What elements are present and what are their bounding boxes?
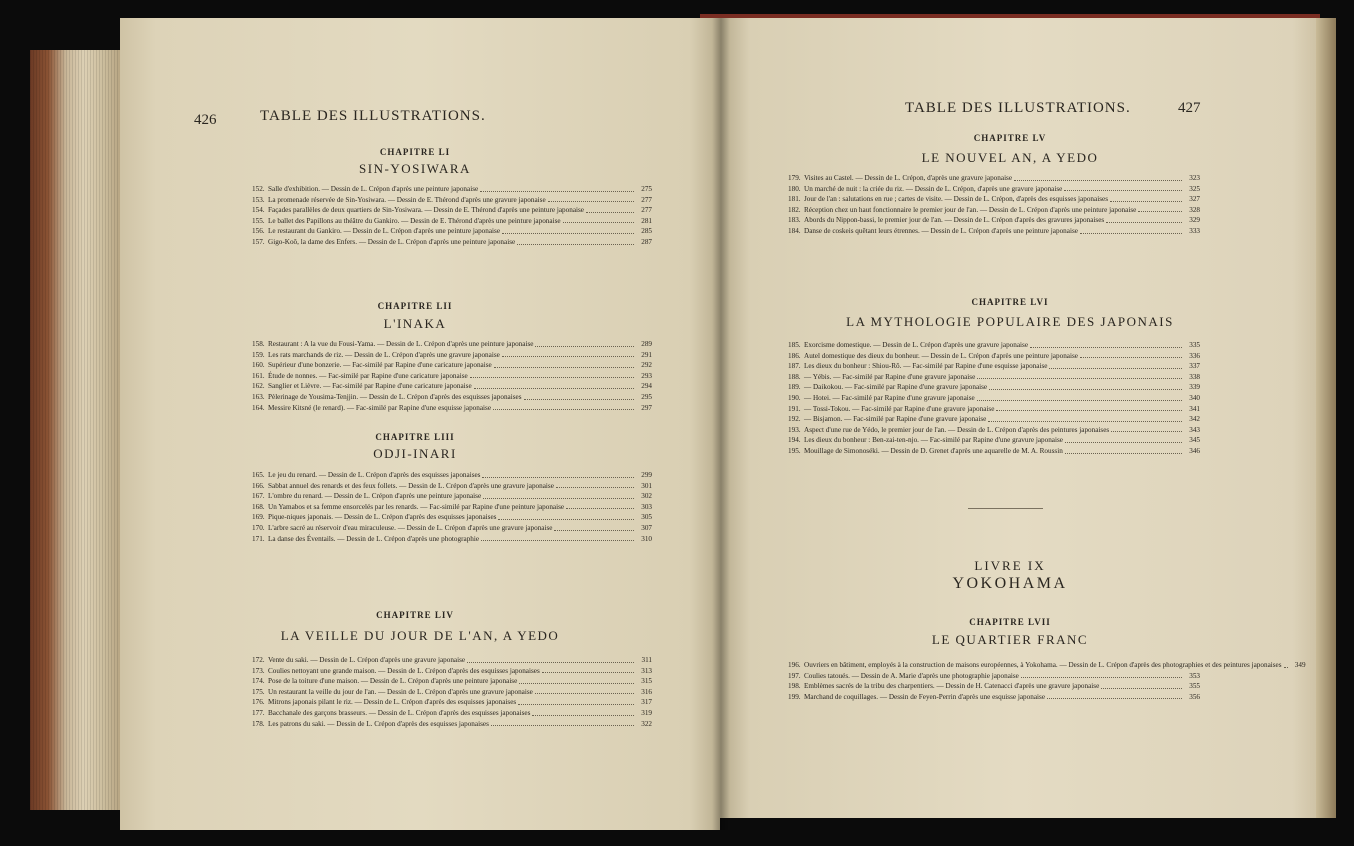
entry-number: 177. <box>252 708 265 717</box>
dot-leader <box>483 498 634 499</box>
dot-leader <box>554 530 634 531</box>
entry-number: 192. <box>788 415 801 424</box>
entry-number: 160. <box>252 361 265 370</box>
dot-leader <box>1138 211 1182 212</box>
dot-leader <box>977 378 1182 379</box>
entry-number: 182. <box>788 205 801 214</box>
chapter-label: CHAPITRE LVII <box>969 617 1051 627</box>
entry-text: Coulies tatoués. — Dessin de A. Marie d'après une photographie japonaise <box>804 671 1019 680</box>
entry-number: 173. <box>252 666 265 675</box>
entry-number: 174. <box>252 677 265 686</box>
dot-leader <box>556 487 634 488</box>
entry-text: Pose de la toiture d'une maison. — Dessin de L. Crépon d'après une peinture japonaise <box>268 677 518 686</box>
entry-text: — Hotei. — Fac-similé par Rapine d'une gravure japonaise <box>804 393 975 402</box>
entry-number: 195. <box>788 446 801 455</box>
dot-leader <box>586 212 634 213</box>
toc-entry <box>788 393 1200 404</box>
entry-text: L'arbre sacré au réservoir d'eau miraculeuse. — Dessin de L. Crépon d'après une gravure japonaise <box>268 523 553 532</box>
entry-text: Emblèmes sacrés de la tribu des charpentiers. — Dessin de H. Catenacci d'après une gravure japonaise <box>804 682 1100 691</box>
entry-text: Jour de l'an : salutations en rue ; cartes de visite. — Dessin de L. Crépon, d'après des esquisses japonaises <box>804 195 1108 204</box>
entry-text: — Bisjamon. — Fac-similé par Rapine d'une gravure japonaise <box>804 415 987 424</box>
toc-entry <box>252 666 652 677</box>
entry-number: 175. <box>252 687 265 696</box>
toc-entry <box>252 512 652 523</box>
entry-page: 315 <box>641 677 652 686</box>
chapter-title: L'INAKA <box>383 316 447 331</box>
entry-page: 355 <box>1189 682 1200 691</box>
dot-leader <box>502 233 634 234</box>
toc-entry <box>252 502 652 513</box>
dot-leader <box>1030 347 1182 348</box>
entry-text: Abords du Nippon-bassi, le premier jour de l'an. — Dessin de L. Crépon d'après des gravures japonaises <box>804 216 1105 225</box>
chapter-title: SIN-YOSIWARA <box>359 161 471 176</box>
entry-text: Mitrons japonais pilant le riz. — Dessin de L. Crépon d'après des esquisses japonaises <box>268 698 517 707</box>
entry-number: 169. <box>252 513 265 522</box>
chapter-label: CHAPITRE LIII <box>375 432 455 442</box>
entry-page: 287 <box>641 237 652 246</box>
entry-number: 179. <box>788 174 801 182</box>
entry-page: 313 <box>641 666 652 675</box>
entry-page: 307 <box>641 523 652 532</box>
entry-number: 184. <box>788 226 801 235</box>
entry-text: La danse des Éventails. — Dessin de L. Crépon d'après une photographie <box>268 534 480 543</box>
chapter-title: LA VEILLE DU JOUR DE L'AN, A YEDO <box>280 628 560 643</box>
entry-page: 322 <box>641 719 652 728</box>
entry-text: Pique-niques japonais. — Dessin de L. Crépon d'après des esquisses japonaises <box>268 513 497 522</box>
toc-entry <box>252 523 652 534</box>
entry-page: 342 <box>1189 415 1200 424</box>
entry-page: 336 <box>1189 351 1200 360</box>
entry-page: 337 <box>1189 362 1200 371</box>
entry-number: 162. <box>252 382 265 391</box>
toc-entry <box>788 671 1200 682</box>
entry-page: 305 <box>641 513 652 522</box>
entry-page: 340 <box>1189 393 1200 402</box>
entry-page: 302 <box>641 492 652 501</box>
dot-leader <box>517 244 634 245</box>
toc-entry <box>252 205 652 216</box>
chapter-label: CHAPITRE LII <box>377 301 453 311</box>
chapter-title: ODJI-INARI <box>373 446 457 461</box>
entry-number: 157. <box>252 237 265 246</box>
entry-number: 163. <box>252 392 265 401</box>
entry-text: Vente du saki. — Dessin de L. Crépon d'après une gravure japonaise <box>268 656 466 664</box>
entry-page: 293 <box>641 371 652 380</box>
entry-page: 316 <box>641 687 652 696</box>
entry-text: Salle d'exhibition. — Dessin de L. Crépon d'après une peinture japonaise <box>268 185 479 193</box>
dot-leader <box>502 356 634 357</box>
entry-page: 341 <box>1189 404 1200 413</box>
dot-leader <box>1080 233 1182 234</box>
entry-text: Les rats marchands de riz. — Dessin de L. Crépon d'après une gravure japonaise <box>268 350 500 359</box>
entry-number: 189. <box>788 383 801 392</box>
chapter-title: LE QUARTIER FRANC <box>931 632 1089 647</box>
entry-text: Aspect d'une rue de Yédo, le premier jour de l'an. — Dessin de L. Crépon d'après des peintures japonaises <box>804 425 1110 434</box>
entry-number: 199. <box>788 692 801 701</box>
entry-page: 311 <box>641 656 652 664</box>
toc-entry <box>252 392 652 403</box>
entry-page: 339 <box>1189 383 1200 392</box>
dot-leader <box>563 222 634 223</box>
dot-leader <box>467 662 634 663</box>
entry-list <box>788 660 1306 702</box>
entry-number: 193. <box>788 425 801 434</box>
entry-page: 353 <box>1189 671 1200 680</box>
entry-page: 285 <box>641 227 652 236</box>
toc-entry <box>788 446 1200 457</box>
entry-page: 275 <box>641 185 652 193</box>
dot-leader <box>989 389 1182 390</box>
page-number-right: 427 <box>1178 100 1201 116</box>
entry-page: 335 <box>1189 341 1200 349</box>
dot-leader <box>532 715 634 716</box>
entry-text: Sabbat annuel des renards et des feux follets. — Dessin de L. Crépon d'après une gravure japonaise <box>268 481 554 490</box>
entry-text: Façades parallèles de deux quartiers de Sin-Yosiwara. — Dessin de E. Thérond d'après une peinture japonaise <box>268 206 584 215</box>
entry-page: 327 <box>1189 195 1200 204</box>
dot-leader <box>480 191 634 192</box>
toc-entry <box>252 708 652 719</box>
toc-entry <box>252 371 652 382</box>
toc-entry <box>252 470 652 481</box>
section-divider <box>968 508 1043 509</box>
entry-number: 188. <box>788 372 801 381</box>
page-edges-left <box>30 50 120 810</box>
entry-page: 277 <box>641 195 652 204</box>
dot-leader <box>494 367 634 368</box>
entry-text: Les dieux du bonheur : Shiou-Rô. — Fac-similé par Rapine d'une esquisse japonaise <box>804 362 1048 371</box>
toc-entry <box>788 414 1200 425</box>
entry-number: 152. <box>252 185 265 193</box>
entry-page: 346 <box>1189 446 1200 455</box>
dot-leader <box>1080 357 1182 358</box>
entry-text: Ouvriers en bâtiment, employés à la construction de maisons européennes, à Yokohama. — Dessin de L. Crépon d'après des photographies et des peintures japonaises <box>804 661 1282 669</box>
entry-text: L'ombre du renard. — Dessin de L. Crépon d'après une peinture japonaise <box>268 492 482 501</box>
toc-entry <box>788 184 1200 195</box>
entry-list <box>252 470 652 544</box>
entry-number: 155. <box>252 216 265 225</box>
toc-entry <box>788 372 1200 383</box>
entry-number: 159. <box>252 350 265 359</box>
entry-page: 310 <box>641 534 652 543</box>
toc-entry <box>788 351 1200 362</box>
toc-entry <box>252 491 652 502</box>
entry-number: 156. <box>252 227 265 236</box>
entry-number: 194. <box>788 436 801 445</box>
entry-number: 190. <box>788 393 801 402</box>
entry-page: 277 <box>641 206 652 215</box>
entry-number: 186. <box>788 351 801 360</box>
entry-page: 291 <box>641 350 652 359</box>
toc-entry <box>788 194 1200 205</box>
running-head-left: TABLE DES ILLUSTRATIONS. <box>260 108 486 124</box>
toc-entry <box>252 481 652 492</box>
entry-number: 158. <box>252 340 265 348</box>
dot-leader <box>977 400 1182 401</box>
entry-page: 329 <box>1189 216 1200 225</box>
toc-entry <box>252 719 652 730</box>
dot-leader <box>1065 442 1182 443</box>
book-gutter <box>712 18 730 830</box>
dot-leader <box>1064 190 1182 191</box>
dot-leader <box>524 399 634 400</box>
dot-leader <box>1101 688 1182 689</box>
entry-text: Le ballet des Papillons au théâtre du Gankiro. — Dessin de E. Thérond d'après une peinture japonaise <box>268 216 561 225</box>
entry-text: Un Yamabos et sa femme ensorcelés par les renards. — Fac-similé par Rapine d'une peinture japonaise <box>268 502 565 511</box>
toc-entry <box>788 361 1200 372</box>
entry-number: 166. <box>252 481 265 490</box>
entry-text: Messire Kitsné (le renard). — Fac-similé par Rapine d'une esquisse japonaise <box>268 403 492 412</box>
entry-page: 343 <box>1189 425 1200 434</box>
dot-leader <box>1106 222 1182 223</box>
toc-entry <box>788 660 1306 671</box>
toc-entry <box>252 381 652 392</box>
dot-leader <box>474 388 634 389</box>
entry-page: 345 <box>1189 436 1200 445</box>
dot-leader <box>996 410 1182 411</box>
entry-text: La promenade réservée de Sin-Yosiwara. — Dessin de E. Thérond d'après une gravure japonaise <box>268 195 546 204</box>
entry-number: 170. <box>252 523 265 532</box>
entry-list <box>252 655 652 729</box>
entry-text: Les dieux du bonheur : Ben-zai-ten-njo. — Fac-similé par Rapine d'une gravure japonaise <box>804 436 1063 445</box>
toc-entry <box>252 534 652 545</box>
toc-entry <box>252 676 652 687</box>
entry-number: 196. <box>788 661 801 669</box>
chapter-label: CHAPITRE LI <box>379 147 451 157</box>
entry-number: 153. <box>252 195 265 204</box>
entry-number: 172. <box>252 656 265 664</box>
entry-text: Restaurant : A la vue du Fousi-Yama. — Dessin de L. Crépon d'après une peinture japonaise <box>268 340 534 348</box>
toc-entry <box>788 215 1200 226</box>
entry-text: Sanglier et Lièvre. — Fac-similé par Rapine d'une caricature japonaise <box>268 382 472 391</box>
entry-text: Le jeu du renard. — Dessin de L. Crépon d'après des esquisses japonaises <box>268 471 481 479</box>
chapter-title: LA MYTHOLOGIE POPULAIRE DES JAPONAIS <box>846 314 1174 329</box>
dot-leader <box>988 421 1182 422</box>
dot-leader <box>566 508 634 509</box>
entry-number: 181. <box>788 195 801 204</box>
chapter-label: CHAPITRE LV <box>973 133 1047 143</box>
entry-list <box>252 339 652 413</box>
dot-leader <box>470 377 634 378</box>
entry-number: 154. <box>252 206 265 215</box>
chapter-label: CHAPITRE LVI <box>971 297 1049 307</box>
entry-text: Étude de nonnes. — Fac-similé par Rapine d'une caricature japonaise <box>268 371 468 380</box>
toc-entry <box>788 425 1200 436</box>
entry-page: 356 <box>1189 692 1200 701</box>
dot-leader <box>1284 667 1288 668</box>
entry-text: — Tossi-Tokou. — Fac-similé par Rapine d'une gravure japonaise <box>804 404 995 413</box>
dot-leader <box>1021 677 1182 678</box>
dot-leader <box>535 346 634 347</box>
entry-number: 185. <box>788 341 801 349</box>
entry-page: 292 <box>641 361 652 370</box>
dot-leader <box>542 672 634 673</box>
entry-text: Le restaurant du Gankiro. — Dessin de L. Crépon d'après une peinture japonaise <box>268 227 501 236</box>
dot-leader <box>1014 180 1182 181</box>
toc-entry <box>252 697 652 708</box>
toc-entry <box>252 403 652 414</box>
page-edges-right <box>1316 18 1336 818</box>
entry-page: 317 <box>641 698 652 707</box>
dot-leader <box>1065 453 1182 454</box>
dot-leader <box>481 540 634 541</box>
page-number-left: 426 <box>194 112 217 128</box>
entry-text: — Daikokou. — Fac-similé par Rapine d'une gravure japonaise <box>804 383 988 392</box>
entry-page: 349 <box>1294 661 1306 669</box>
entry-text: Marchand de coquillages. — Dessin de Feyen-Perrin d'après une esquisse japonaise <box>804 692 1046 701</box>
dot-leader <box>493 409 634 410</box>
dot-leader <box>519 683 634 684</box>
entry-text: Danse de coskeis quêtant leurs étrennes. — Dessin de L. Crépon d'après une peinture japonaise <box>804 226 1078 235</box>
entry-text: Supérieur d'une bonzerie. — Fac-similé par Rapine d'une caricature japonaise <box>268 361 492 370</box>
dot-leader <box>482 477 634 478</box>
toc-entry <box>252 350 652 361</box>
entry-text: Gigo-Koô, la dame des Enfers. — Dessin de L. Crépon d'après une peinture japonaise <box>268 237 516 246</box>
dot-leader <box>1110 201 1182 202</box>
entry-number: 176. <box>252 698 265 707</box>
toc-entry <box>788 692 1200 703</box>
chapter-label: CHAPITRE LIV <box>376 610 454 620</box>
dot-leader <box>498 519 634 520</box>
dot-leader <box>1049 368 1182 369</box>
entry-page: 319 <box>641 708 652 717</box>
entry-number: 197. <box>788 671 801 680</box>
entry-number: 165. <box>252 471 265 479</box>
entry-number: 167. <box>252 492 265 501</box>
entry-page: 281 <box>641 216 652 225</box>
entry-page: 328 <box>1189 205 1200 214</box>
dot-leader <box>491 725 634 726</box>
entry-page: 303 <box>641 502 652 511</box>
entry-text: — Yébis. — Fac-similé par Rapine d'une gravure japonaise <box>804 372 976 381</box>
toc-entry <box>788 340 1200 351</box>
entry-text: Bacchanale des garçons brasseurs. — Dessin de L. Crépon d'après des esquisses japonaises <box>268 708 531 717</box>
entry-text: Autel domestique des dieux du bonheur. — Dessin de L. Crépon d'après une peinture japonaise <box>804 351 1078 360</box>
entry-number: 187. <box>788 362 801 371</box>
dot-leader <box>535 693 634 694</box>
entry-text: Coulies nettoyant une grande maison. — Dessin de L. Crépon d'après des esquisses japonaises <box>268 666 540 675</box>
running-head-right: TABLE DES ILLUSTRATIONS. <box>905 100 1131 116</box>
dot-leader <box>1111 431 1182 432</box>
entry-number: 180. <box>788 184 801 193</box>
chapter-title: LE NOUVEL AN, A YEDO <box>921 150 1099 165</box>
toc-entry <box>252 237 652 248</box>
entry-list <box>788 340 1200 457</box>
toc-entry <box>252 216 652 227</box>
entry-page: 323 <box>1189 174 1200 182</box>
toc-entry <box>252 195 652 206</box>
entry-page: 297 <box>641 403 652 412</box>
toc-entry <box>252 339 652 350</box>
entry-page: 325 <box>1189 184 1200 193</box>
entry-text: Mouillage de Simonoséki. — Dessin de D. Grenet d'après une aquarelle de M. A. Roussin <box>804 446 1063 455</box>
entry-text: Visites au Castel. — Dessin de L. Crépon, d'après une gravure japonaise <box>804 174 1013 182</box>
entry-text: Un restaurant la veille du jour de l'an. — Dessin de L. Crépon d'après une gravure japonaise <box>268 687 533 696</box>
entry-text: Exorcisme domestique. — Dessin de L. Crépon d'après une gravure japonaise <box>804 341 1029 349</box>
entry-page: 294 <box>641 382 652 391</box>
entry-page: 333 <box>1189 226 1200 235</box>
entry-page: 301 <box>641 481 652 490</box>
toc-entry <box>252 687 652 698</box>
toc-entry <box>788 435 1200 446</box>
dot-leader <box>548 201 634 202</box>
entry-list <box>252 184 652 248</box>
entry-number: 171. <box>252 534 265 543</box>
entry-page: 289 <box>641 340 652 348</box>
toc-entry <box>788 205 1200 216</box>
entry-text: Réception chez un haut fonctionnaire le premier jour de l'an. — Dessin de L. Crépon d'après une peinture japonaise <box>804 205 1137 214</box>
entry-number: 183. <box>788 216 801 225</box>
livre-title: YOKOHAMA <box>952 575 1068 592</box>
entry-number: 164. <box>252 403 265 412</box>
entry-number: 198. <box>788 682 801 691</box>
dot-leader <box>1047 698 1182 699</box>
toc-entry <box>252 360 652 371</box>
toc-entry <box>788 382 1200 393</box>
entry-page: 299 <box>641 471 652 479</box>
toc-entry <box>788 173 1200 184</box>
toc-entry <box>788 226 1200 237</box>
toc-entry <box>252 226 652 237</box>
livre-label: LIVRE IX <box>974 558 1046 573</box>
entry-page: 338 <box>1189 372 1200 381</box>
entry-number: 161. <box>252 371 265 380</box>
entry-number: 168. <box>252 502 265 511</box>
entry-list <box>788 173 1200 237</box>
dot-leader <box>518 704 634 705</box>
toc-entry <box>788 681 1200 692</box>
toc-entry <box>252 184 652 195</box>
entry-text: Les patrons du saki. — Dessin de L. Crépon d'après des esquisses japonaises <box>268 719 489 728</box>
entry-text: Pèlerinage de Yousima-Tenjjin. — Dessin de L. Crépon d'après des esquisses japonaises <box>268 392 522 401</box>
entry-number: 191. <box>788 404 801 413</box>
entry-text: Un marché de nuit : la criée du riz. — Dessin de L. Crépon, d'après une gravure japonaise <box>804 184 1063 193</box>
toc-entry <box>788 404 1200 415</box>
toc-entry <box>252 655 652 666</box>
entry-page: 295 <box>641 392 652 401</box>
entry-number: 178. <box>252 719 265 728</box>
